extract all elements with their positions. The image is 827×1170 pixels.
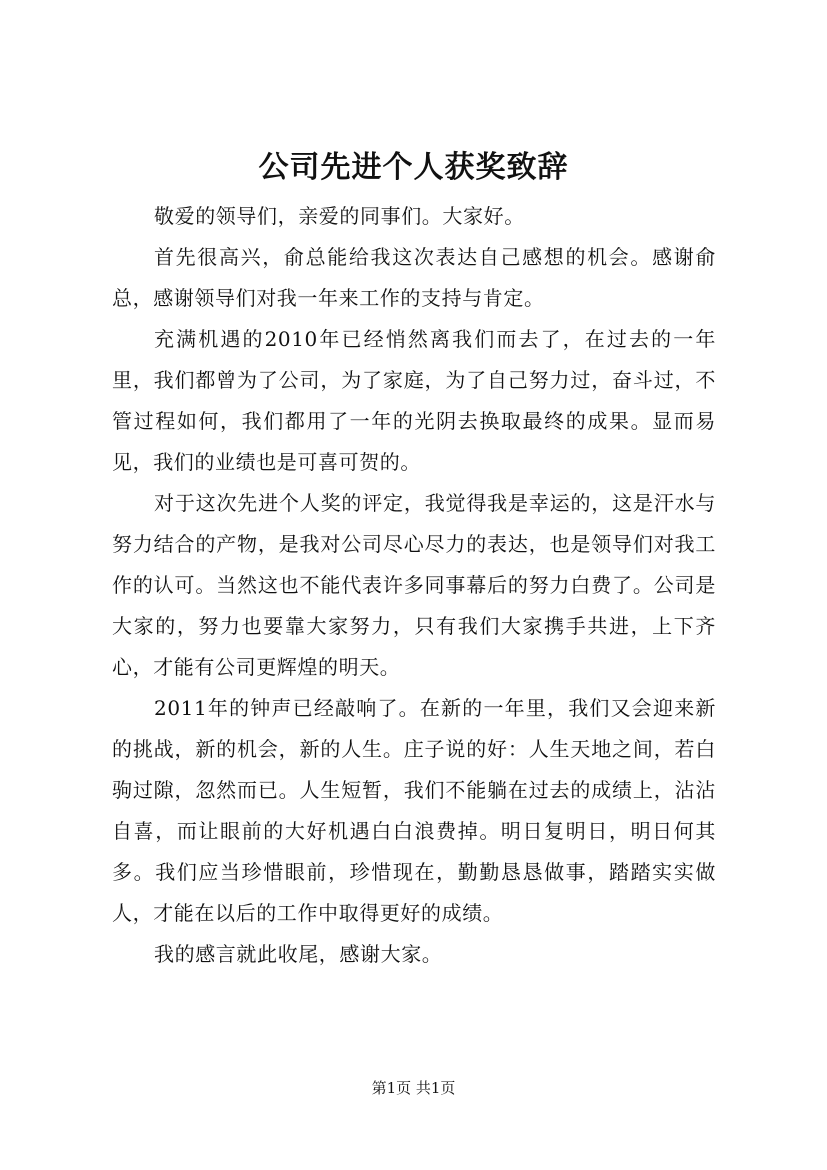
- page-number-footer: 第1页 共1页: [371, 1079, 456, 1097]
- paragraph-greeting: 敬爱的领导们，亲爱的同事们。大家好。: [154, 204, 525, 228]
- paragraph-thanks: 首先很高兴，俞总能给我这次表达自己感想的机会。感谢俞总，感谢领导们对我一年来工作的支持与肯定。: [112, 245, 716, 310]
- paragraph-outlook-2011: 2011年的钟声已经敲响了。在新的一年里，我们又会迎来新的挑战，新的机会，新的人生。庄子说的好：人生天地之间，若白驹过隙，忽然而已。人生短暂，我们不能躺在过去的成绩上，沾沾自喜，而让眼前的大好机遇白白浪费掉。明日复明日，明日何其多。我们应当珍惜眼前，珍惜现在，勤勤恳恳做事，踏踏实实做人，才能在以后的工作中取得更好的成绩。: [112, 696, 716, 925]
- document-title: 公司先进个人获奖致辞: [258, 150, 569, 185]
- document-body: [112, 196, 716, 975]
- paragraph-review-2010: 充满机遇的2010年已经悄然离我们而去了，在过去的一年里，我们都曾为了公司，为了家庭，为了自己努力过，奋斗过，不管过程如何，我们都用了一年的光阴去换取最终的成果。显而易见，我们的业绩也是可喜可贺的。: [112, 327, 716, 474]
- paragraph-award: 对于这次先进个人奖的评定，我觉得我是幸运的，这是汗水与努力结合的产物，是我对公司尽心尽力的表达，也是领导们对我工作的认可。当然这也不能代表许多同事幕后的努力白费了。公司是大家的，努力也要靠大家努力，只有我们大家携手共进，上下齐心，才能有公司更辉煌的明天。: [112, 491, 716, 679]
- paragraph-closing: 我的感言就此收尾，感谢大家。: [154, 942, 443, 966]
